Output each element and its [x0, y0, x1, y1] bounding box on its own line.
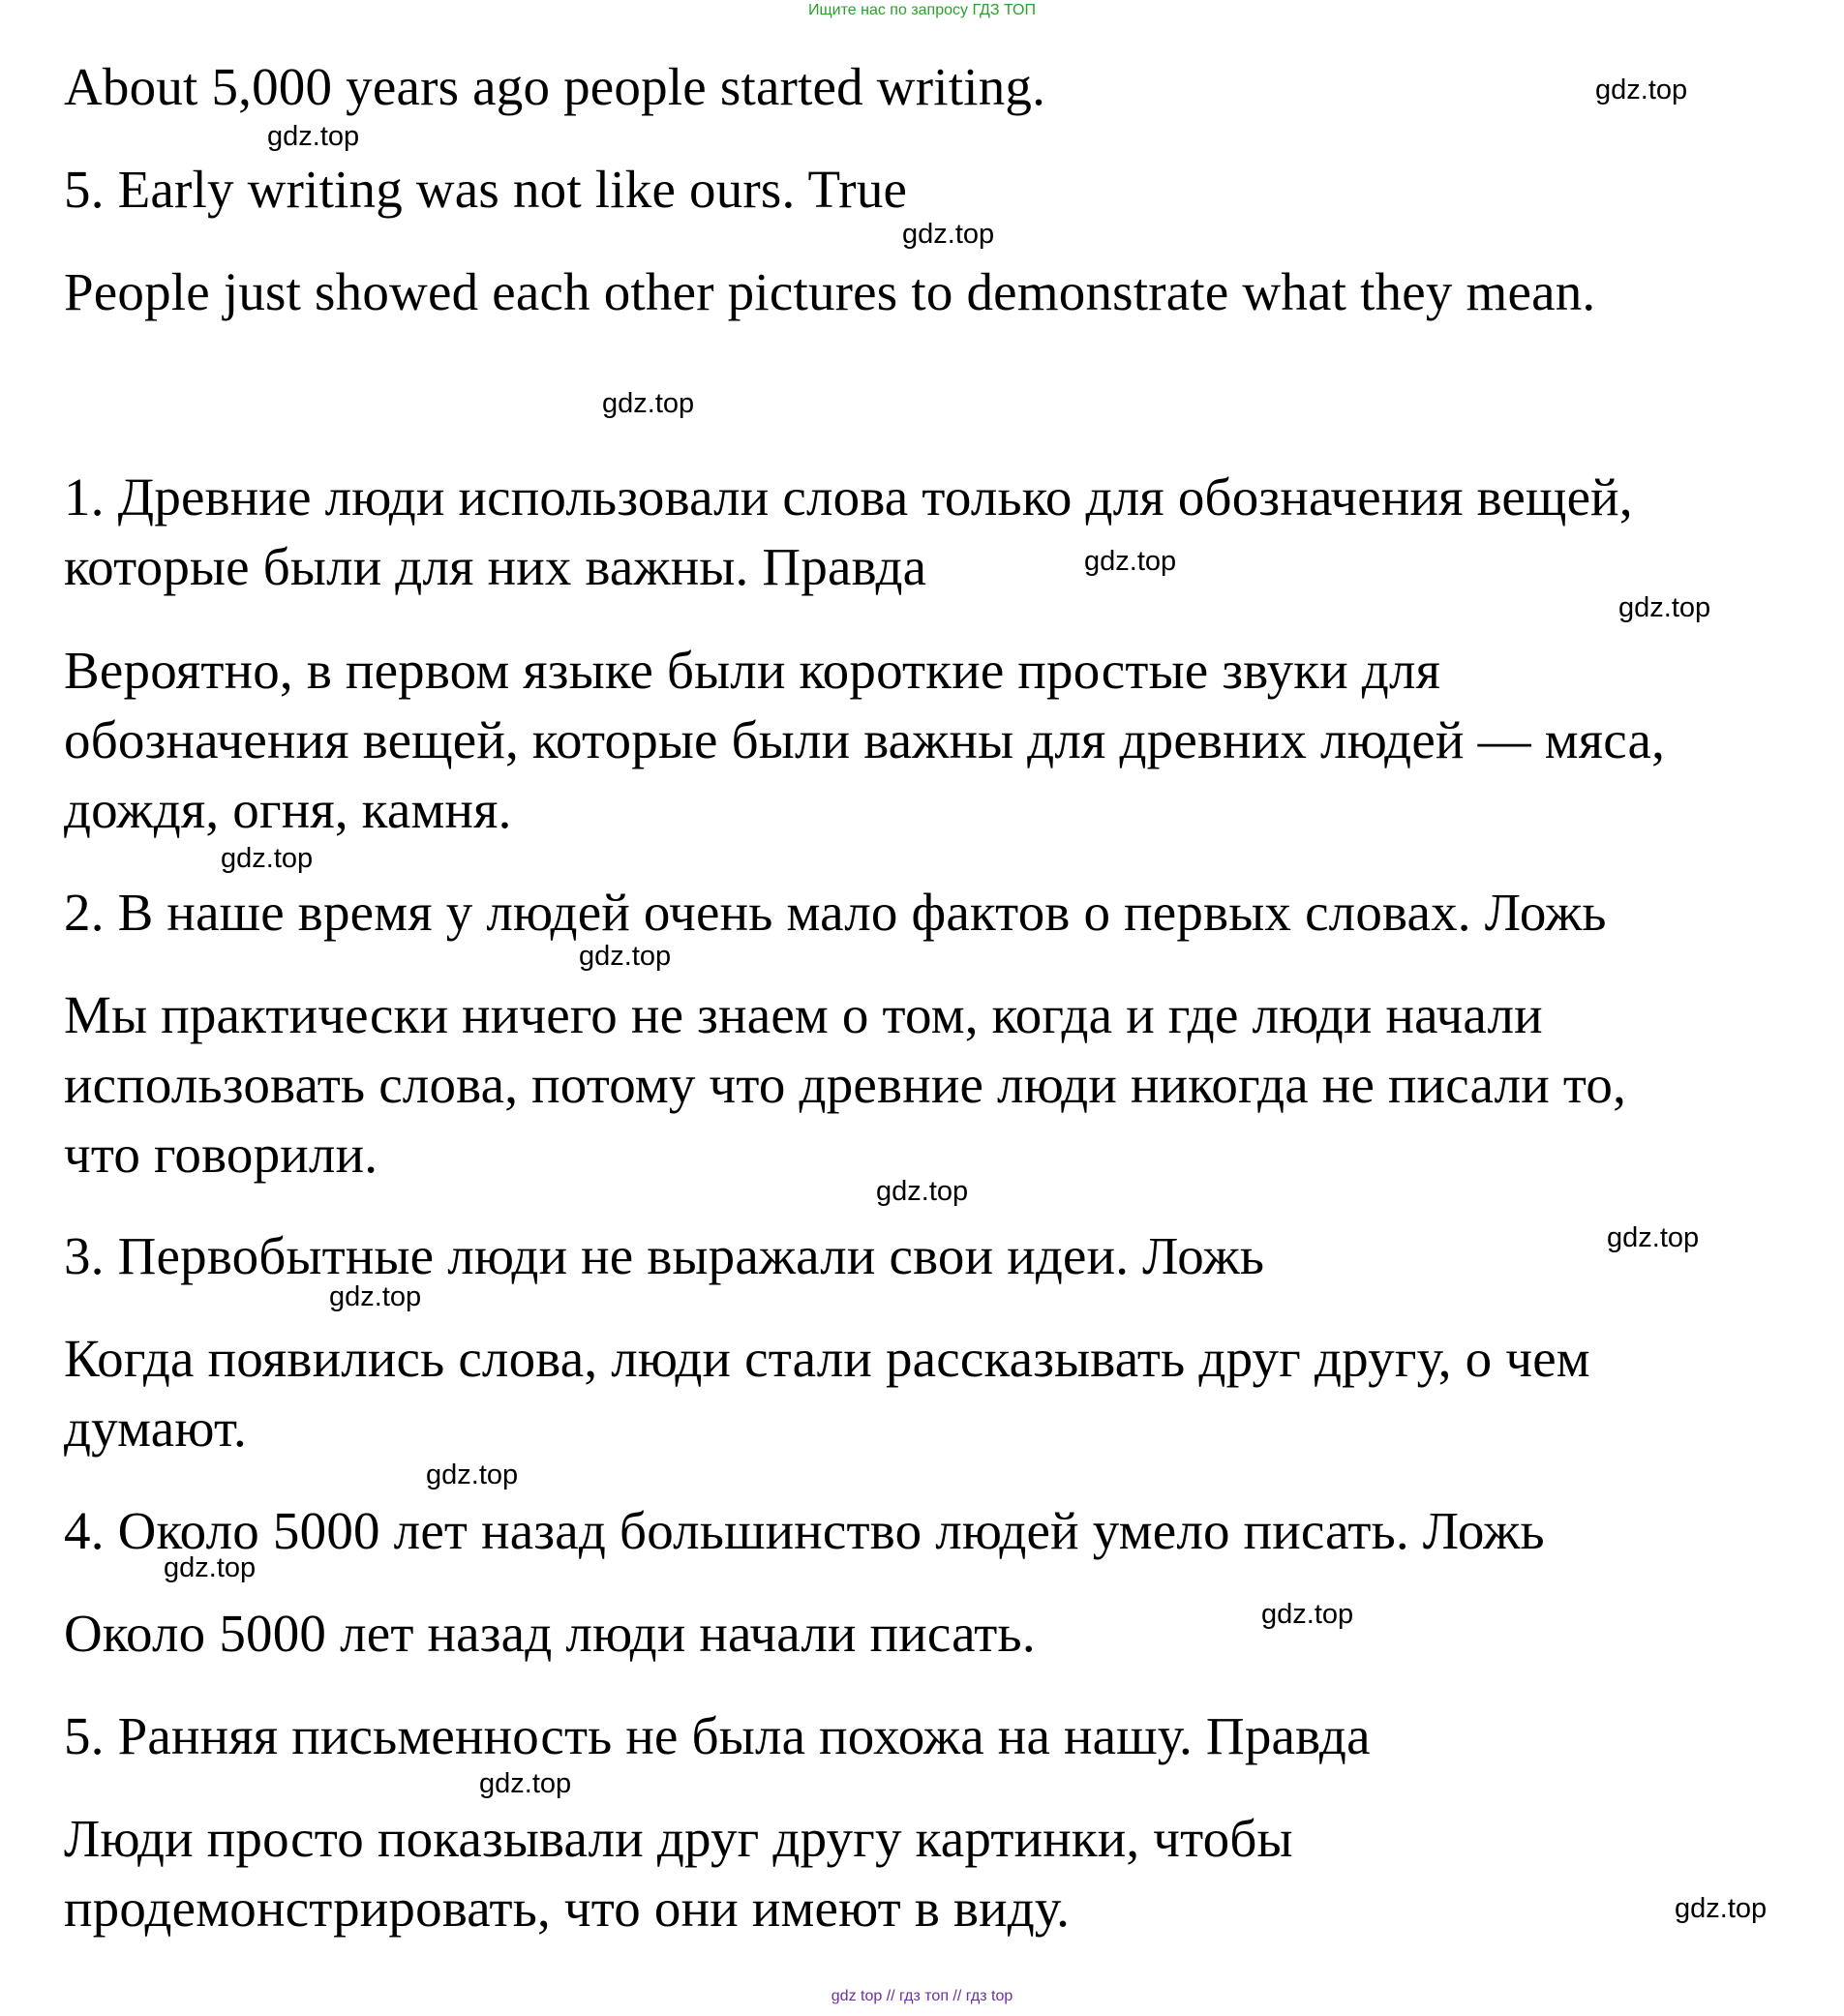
watermark: gdz.top	[329, 1281, 422, 1312]
watermark: gdz.top	[426, 1459, 519, 1490]
ru-answer-2-line-3: что говорили.	[64, 1125, 378, 1184]
ru-question-2: 2. В наше время у людей очень мало фактов о первых словах. Ложь	[64, 883, 1607, 942]
ru-answer-1-line-2: обозначения вещей, которые были важны для древних людей — мяса,	[64, 710, 1666, 769]
ru-answer-5-line-1: Люди просто показывали друг другу картинки, чтобы	[64, 1809, 1293, 1868]
watermark: gdz.top	[267, 121, 360, 152]
ru-question-4: 4. Около 5000 лет назад большинство людей умело писать. Ложь	[64, 1501, 1545, 1560]
ru-question-1-line-2: которые были для них важны. Правда	[64, 537, 927, 596]
watermark: gdz.top	[164, 1552, 257, 1583]
watermark: gdz.top	[1618, 592, 1711, 623]
watermark: gdz.top	[1607, 1222, 1700, 1253]
watermark: gdz.top	[876, 1176, 969, 1207]
english-answer-5: People just showed each other pictures to demonstrate what they mean.	[64, 262, 1596, 321]
watermark: gdz.top	[1261, 1599, 1354, 1630]
watermark: gdz.top	[221, 843, 314, 874]
ru-answer-2-line-2: использовать слова, потому что древние люди никогда не писали то,	[64, 1055, 1627, 1114]
english-question-5: 5. Early writing was not like ours. True	[64, 160, 908, 219]
watermark: gdz.top	[902, 219, 995, 250]
watermark: gdz.top	[1675, 1893, 1768, 1924]
ru-answer-5-line-2: продемонстрировать, что они имеют в виду.	[64, 1879, 1071, 1938]
watermark: gdz.top	[579, 941, 672, 972]
ru-answer-2-line-1: Мы практически ничего не знаем о том, когда и где люди начали	[64, 985, 1543, 1044]
ru-answer-3-line-1: Когда появились слова, люди стали рассказывать друг другу, о чем	[64, 1329, 1590, 1388]
footer-credits: gdz top // гдз топ // гдз top	[831, 1988, 1013, 2004]
ru-answer-1-line-3: дождя, огня, камня.	[64, 780, 512, 839]
ru-question-3: 3. Первобытные люди не выражали свои идеи. Ложь	[64, 1226, 1265, 1285]
ru-answer-3-line-2: думают.	[64, 1399, 248, 1458]
ru-answer-1-line-1: Вероятно, в первом языке были короткие простые звуки для	[64, 641, 1441, 700]
watermark: gdz.top	[479, 1768, 572, 1799]
english-line-about: About 5,000 years ago people started writing.	[64, 57, 1046, 116]
ru-question-1-line-1: 1. Древние люди использовали слова только для обозначения вещей,	[64, 467, 1633, 527]
ru-question-5: 5. Ранняя письменность не была похожа на нашу. Правда	[64, 1706, 1371, 1765]
ru-answer-4: Около 5000 лет назад люди начали писать.	[64, 1604, 1036, 1663]
search-notice: Ищите нас по запросу ГДЗ ТОП	[808, 2, 1036, 18]
watermark: gdz.top	[602, 388, 695, 419]
watermark: gdz.top	[1084, 546, 1177, 577]
watermark: gdz.top	[1595, 75, 1688, 105]
